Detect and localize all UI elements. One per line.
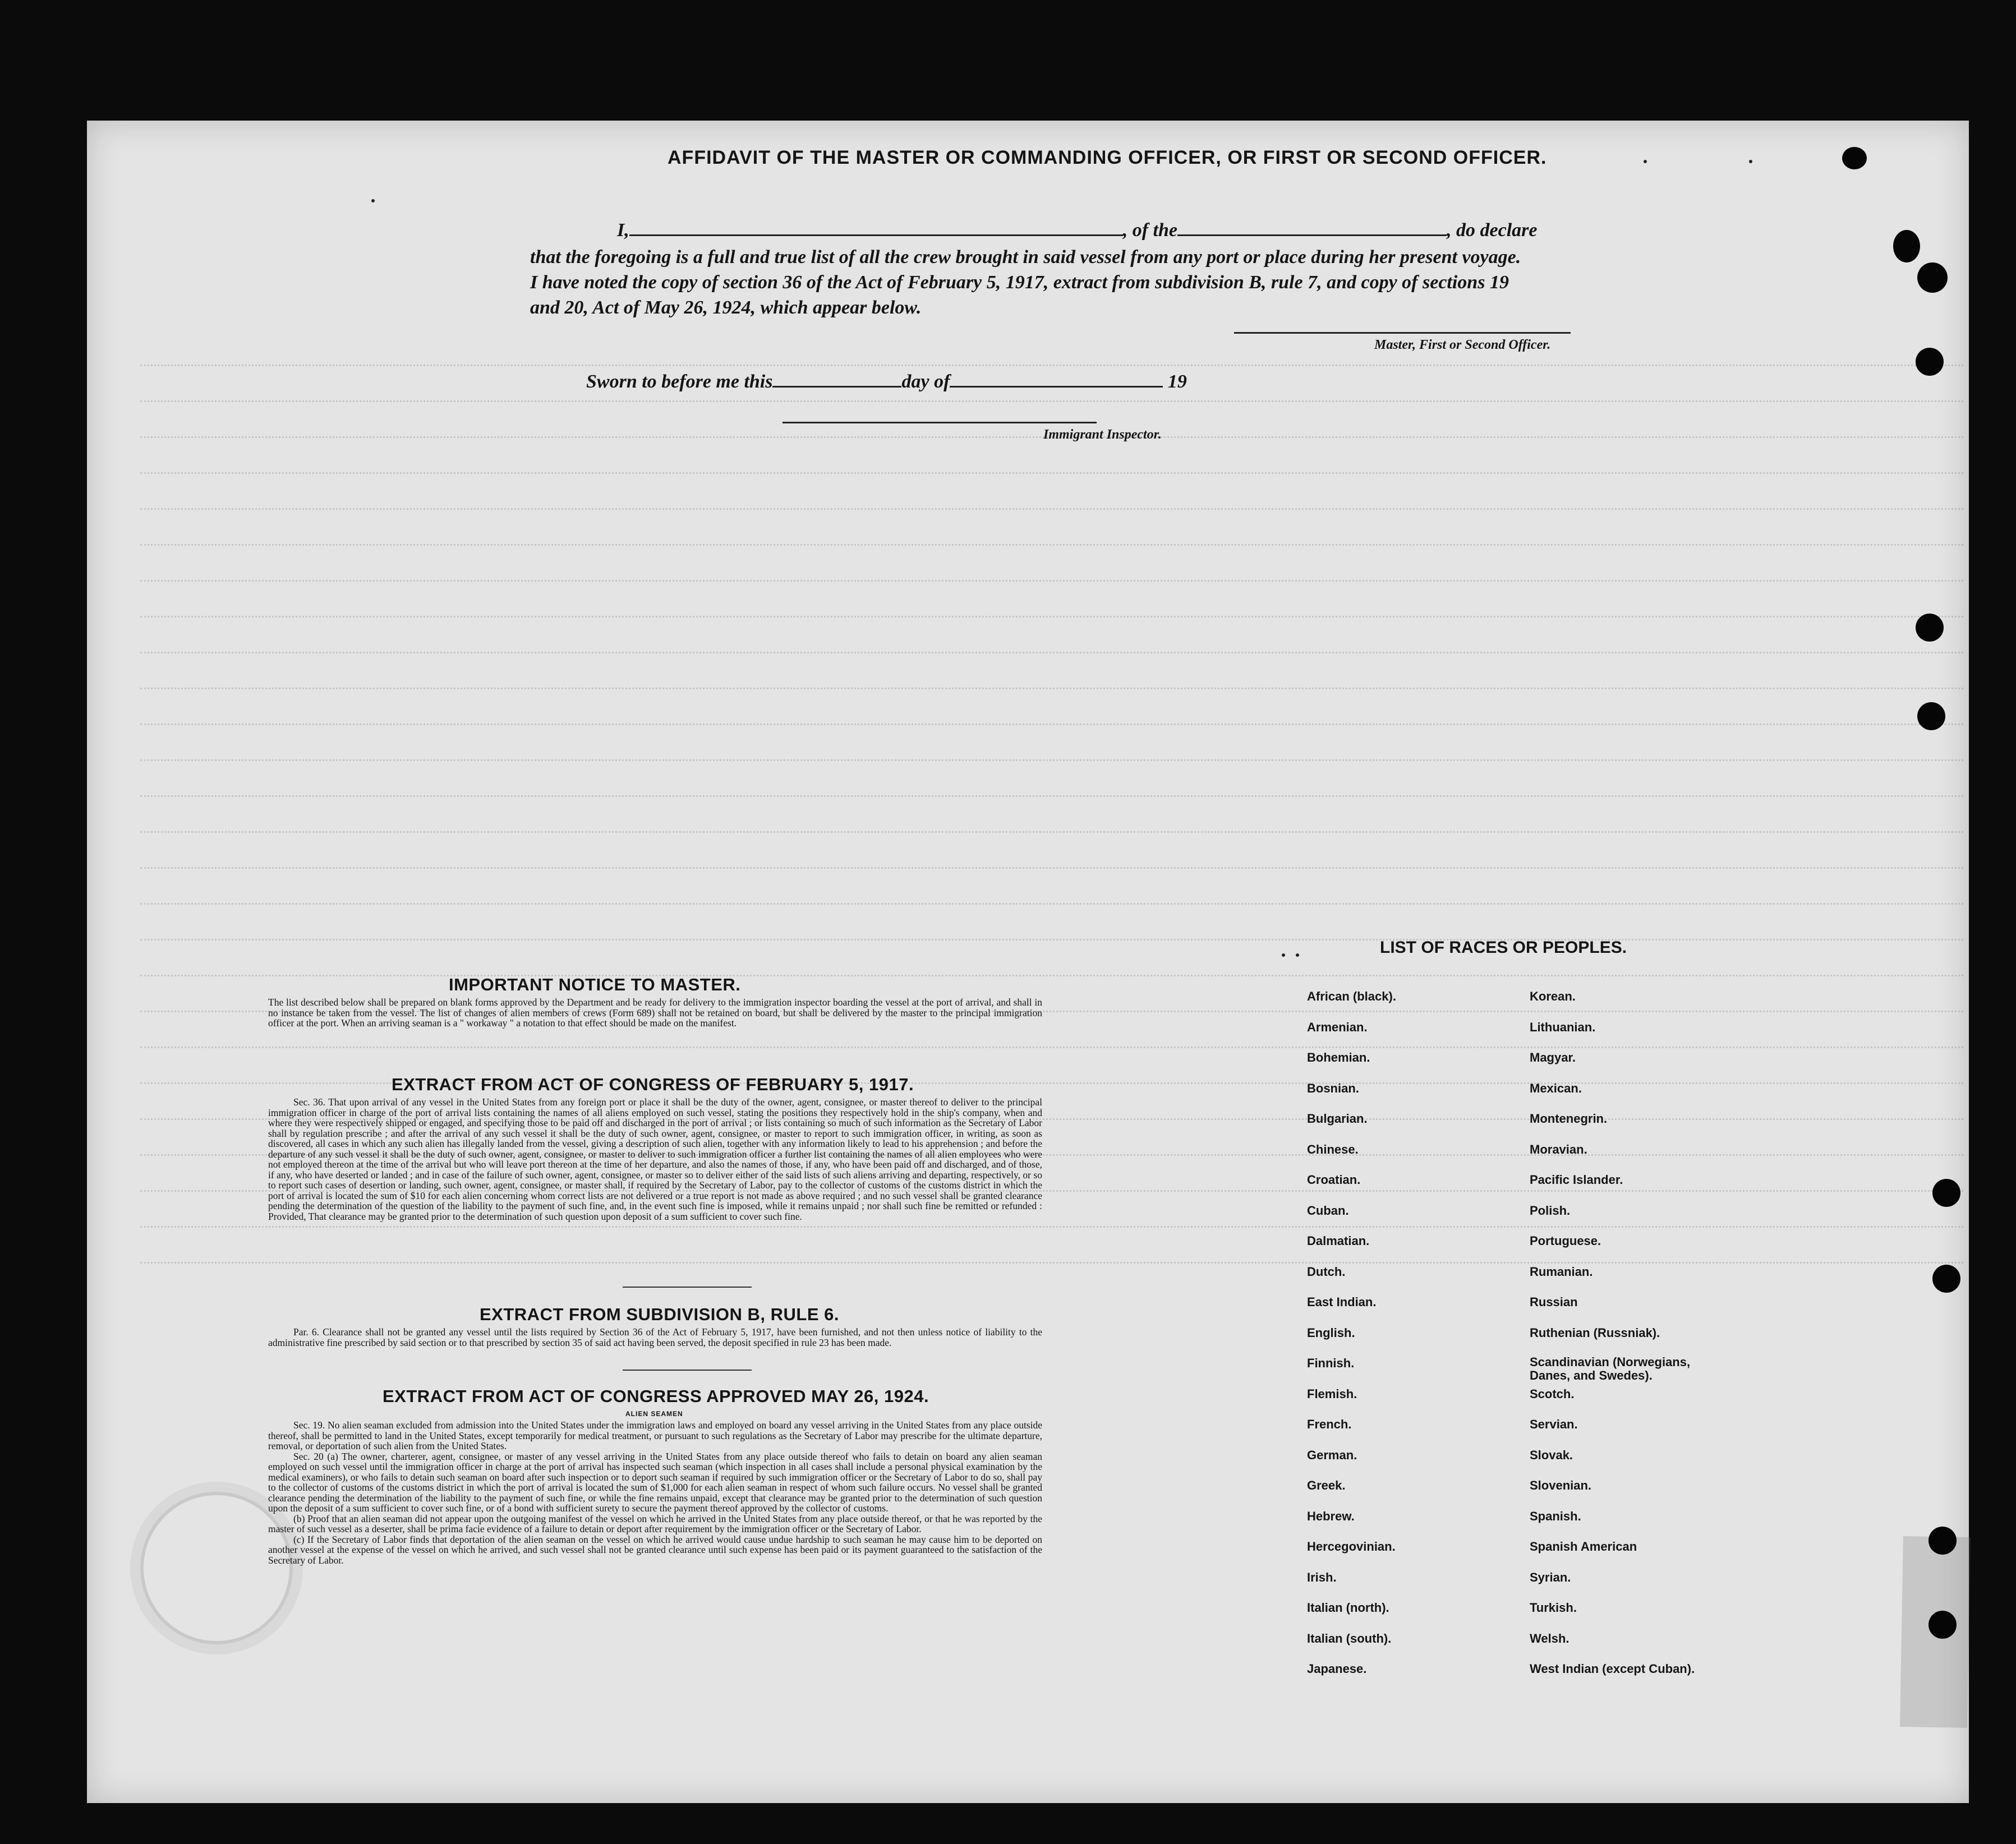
bleed-through-row [140, 365, 1963, 370]
race-item: Slovenian. [1530, 1478, 1592, 1492]
vessel-blank [1177, 220, 1447, 236]
race-item: Russian [1530, 1295, 1578, 1309]
race-item: Flemish. [1307, 1386, 1357, 1401]
bleed-through-row [140, 1047, 1963, 1052]
race-item: Chinese. [1307, 1142, 1359, 1156]
race-item: Magyar. [1530, 1050, 1576, 1064]
race-item: Dutch. [1307, 1264, 1346, 1279]
sworn-label: Sworn to before me this [586, 371, 773, 392]
year-label: 19 [1167, 371, 1187, 392]
affidavit-line-4: and 20, Act of May 26, 1924, which appear below. [530, 297, 922, 318]
race-item: Montenegrin. [1530, 1112, 1608, 1126]
speck [1282, 953, 1285, 957]
race-item: Japanese. [1307, 1662, 1367, 1676]
race-item: Rumanian. [1530, 1264, 1593, 1279]
race-item: Hebrew. [1307, 1509, 1355, 1523]
speck [371, 199, 375, 202]
race-item: Finnish. [1307, 1356, 1355, 1370]
bleed-through-row [140, 400, 1963, 405]
punch-hole [1932, 1179, 1960, 1207]
month-blank [950, 371, 1163, 388]
race-item: German. [1307, 1447, 1357, 1462]
race-item: Polish. [1530, 1203, 1571, 1218]
bleed-through-row [140, 903, 1963, 908]
extract-1917-title: EXTRACT FROM ACT OF CONGRESS OF FEBRUARY 5, 1917. [392, 1075, 914, 1094]
race-item: English. [1307, 1325, 1355, 1340]
punch-hole [1842, 147, 1867, 169]
race-item: Scotch. [1530, 1386, 1575, 1401]
bleed-through-row [140, 472, 1963, 477]
speck [1749, 160, 1752, 163]
name-blank [629, 220, 1123, 236]
extract-1924-title: EXTRACT FROM ACT OF CONGRESS APPROVED MAY 26, 1924. [383, 1386, 929, 1406]
bleed-through-row [140, 795, 1963, 800]
punch-hole [1916, 614, 1944, 642]
inspector-label: Immigrant Inspector. [1043, 427, 1162, 442]
race-item: Italian (south). [1307, 1631, 1392, 1645]
do-declare-label: , do declare [1447, 220, 1538, 241]
race-item: French. [1307, 1417, 1352, 1431]
affidavit-title: AFFIDAVIT OF THE MASTER OR COMMANDING OFFICER, OR FIRST OR SECOND OFFICER. [668, 147, 1547, 168]
bleed-through-row [140, 1262, 1963, 1267]
race-item: Syrian. [1530, 1570, 1571, 1584]
bleed-through-row [140, 544, 1963, 549]
race-item: Bohemian. [1307, 1050, 1370, 1064]
punch-hole [1932, 1265, 1960, 1293]
race-item: Turkish. [1530, 1601, 1577, 1615]
race-item: Croatian. [1307, 1173, 1361, 1187]
race-item: Italian (north). [1307, 1601, 1389, 1615]
sec-20a: Sec. 20 (a) The owner, charterer, agent, consignee, or master of any vessel arriving in the United States from any place outside thereof who fails to detain on board any alien seaman employed on such vessel until the immigration officer in charge at the port of arrival has inspected such seaman (which inspection in all cases shall include a personal physical examination by the medical examiners), or who fails to detain such seaman on board after such inspection or to deport such seaman if required by such immigration officer or the Secretary of Labor to do so, shall pay to the collector of customs of the customs district in which the port of arrival is located the sum of $1,000 for each alien seaman in respect of whom such failure occurs. No vessel shall be granted clearance pending the determination of the liability to the payment of such fine, or while the fine remains unpaid, except that clearance may be granted prior to the determination of such question upon the deposit of a sum sufficient to cover such fine, or of a bond with sufficient surety to secure the payment thereof approved by the collector of customs. [268, 1450, 1042, 1514]
punch-hole [1916, 348, 1944, 376]
speck [1644, 160, 1647, 163]
sworn-line [586, 371, 1187, 393]
race-item: Korean. [1530, 989, 1576, 1003]
race-item: Ruthenian (Russniak). [1530, 1325, 1660, 1340]
extract-1924-body [268, 1420, 1042, 1565]
race-item: African (black). [1307, 989, 1396, 1003]
race-item: Mexican. [1530, 1081, 1582, 1095]
bleed-through-row [140, 652, 1963, 657]
extract-rule-6-title: EXTRACT FROM SUBDIVISION B, RULE 6. [480, 1304, 839, 1324]
race-item: Armenian. [1307, 1020, 1368, 1034]
race-item: Bulgarian. [1307, 1112, 1368, 1126]
divider [623, 1370, 752, 1371]
race-item: Lithuanian. [1530, 1020, 1596, 1034]
bleed-through-row [140, 688, 1963, 693]
race-item: Pacific Islander. [1530, 1173, 1623, 1187]
race-item: Spanish. [1530, 1509, 1581, 1523]
sec-19: Sec. 19. No alien seaman excluded from admission into the United States under the immigration laws and employed on board any vessel arriving in the United States from any place outside thereof, shall be permitted to land in the United States, except temporarily for medical treatment, or pursuant to such regulations as the Secretary of Labor may prescribe for the ultimate departure, removal, or deportation of such alien from the United States. [268, 1419, 1042, 1451]
race-item: Slovak. [1530, 1447, 1573, 1462]
race-item: West Indian (except Cuban). [1530, 1662, 1695, 1676]
bleed-through-row [140, 580, 1963, 585]
sec-20c: (c) If the Secretary of Labor finds that deportation of the alien seaman on the vessel on which he arrived would cause undue hardship to such seaman he may cause him to be deported on another vessel at the expense of the vessel on which he arrived, and such vessel shall not be granted clearance until such expense has been paid or its payment guaranteed to the satisfaction of the Secretary of Labor. [268, 1533, 1042, 1566]
extract-1917-body: Sec. 36. That upon arrival of any vessel in the United States from any foreign port or place it shall be the duty of the owner, agent, consignee, or master thereof to deliver to the principal immigration officer in charge of the port of arrival lists containing the names of all aliens employed on such vessel, stating the positions they respectively hold in the ship's company, when and where they were respectively shipped or engaged, and specifying those to be paid off and discharged in the port of arrival ; or lists containing so much of such information as the Secretary of Labor shall by regulation prescribe ; and after the arrival of any such vessel it shall be the duty of such owner, agent, consignee, or master to report to such immigration officer, in writing, as soon as discovered, all cases in which any such alien has illegally landed from the vessel, giving a description of such alien, together with any information likely to lead to his apprehension ; and before the departure of any such vessel it shall be the duty of such owner, agent, consignee, or master to deliver to such immigration officer a further list containing the names of all alien employees who were not employed thereon at the time of the arrival but who will leave port thereon at the time of her departure, and also the names of those, if any, who have been paid off and discharged, and of those, if any, who have deserted or landed ; and in case of the failure of such owner, agent, consignee, or master so to deliver either of the said lists of such aliens arriving and departing, respectively, or so to report such cases of desertion or landing, such owner, agent, consignee, or master shall, if required by the Secretary of Labor, pay to the collector of customs of the customs district in which the port of arrival is located the sum of $10 for each alien concerning whom correct lists are not delivered or a true report is not made as above required ; and no such vessel shall be granted clearance pending the determination of the question of the liability to the payment of such fine, and, in the event such fine is imposed, while it remains unpaid ; nor shall such fine be remitted or refunded : Provided, That clearance may be granted prior to the determination of such question upon deposit of a sum sufficient to cover such fine. [268, 1096, 1042, 1222]
race-item: Dalmatian. [1307, 1234, 1370, 1248]
race-item: East Indian. [1307, 1295, 1377, 1309]
punch-hole [1928, 1527, 1957, 1555]
races-title: LIST OF RACES OR PEOPLES. [1380, 938, 1627, 957]
affidavit-line-3: I have noted the copy of section 36 of the Act of February 5, 1917, extract from subdivision B, rule 7, and copy of sections 19 [530, 272, 1509, 293]
bleed-through-row [140, 939, 1963, 944]
of-the-label: , of the [1122, 220, 1178, 241]
alien-seamen-subtitle: ALIEN SEAMEN [625, 1410, 683, 1418]
punch-hole [1917, 262, 1948, 293]
bleed-through-row [140, 867, 1963, 872]
i-label: I, [617, 220, 629, 241]
race-item: Hercegovinian. [1307, 1539, 1396, 1553]
race-item: Greek. [1307, 1478, 1346, 1492]
inspector-signature-line [783, 422, 1097, 423]
punch-hole [1917, 702, 1945, 730]
sec-20b: (b) Proof that an alien seaman did not appear upon the outgoing manifest of the vessel on which he arrived in the United States from any place outside thereof, or that he was reported by the master of such vessel as a deserter, shall be prima facie evidence of a failure to detain or deport after requirement by the immigration officer or the Secretary of Labor. [268, 1513, 1042, 1534]
bleed-through-row [140, 975, 1963, 980]
race-item: Servian. [1530, 1417, 1578, 1431]
bleed-through-row [140, 831, 1963, 836]
day-of-label: day of [901, 371, 950, 392]
punch-hole [1928, 1611, 1957, 1639]
bleed-through-row [140, 508, 1963, 513]
master-label: Master, First or Second Officer. [1374, 338, 1551, 352]
notice-title: IMPORTANT NOTICE TO MASTER. [449, 975, 741, 994]
divider [623, 1287, 752, 1288]
race-item: Portuguese. [1530, 1234, 1601, 1248]
extract-rule-6-body: Par. 6. Clearance shall not be granted any vessel until the lists required by Section 36 of the Act of February 5, 1917, have been furnished, and not then unless notice of liability to the administrative fine prescribed by said section or to that prescribed by section 35 of said act having been served, the deposit specified in rule 23 has been made. [268, 1326, 1042, 1348]
race-item: Irish. [1307, 1570, 1337, 1584]
race-item: Bosnian. [1307, 1081, 1359, 1095]
race-item: Spanish American [1530, 1539, 1637, 1553]
race-item: Welsh. [1530, 1631, 1569, 1645]
speck [1296, 953, 1299, 957]
notice-body: The list described below shall be prepared on blank forms approved by the Department and be ready for delivery to the immigration inspector boarding the vessel at the port of arrival, and shall in no instance be taken from the vessel. The list of changes of alien members of crews (Form 689) shall not be retained on board, but shall be delivered by the master to the principal immigration officer at the port. When an arriving seaman is a " workaway " a notation to that effect should be made on the manifest. [268, 997, 1042, 1029]
affidavit-declaration-line [617, 220, 1537, 241]
master-signature-line [1234, 332, 1571, 334]
bleed-through-row [140, 723, 1963, 729]
bleed-through-row [140, 759, 1963, 764]
race-item: Moravian. [1530, 1142, 1587, 1156]
bleed-through-row [140, 616, 1963, 621]
race-item: Scandinavian (Norwegians, Danes, and Swedes). [1530, 1355, 1691, 1382]
affidavit-line-2: that the foregoing is a full and true list of all the crew brought in said vessel from any port or place during her present voyage. [530, 247, 1521, 268]
day-blank [772, 371, 901, 388]
bleed-through-row [140, 1226, 1963, 1231]
race-item: Cuban. [1307, 1203, 1349, 1218]
punch-hole [1893, 230, 1920, 262]
